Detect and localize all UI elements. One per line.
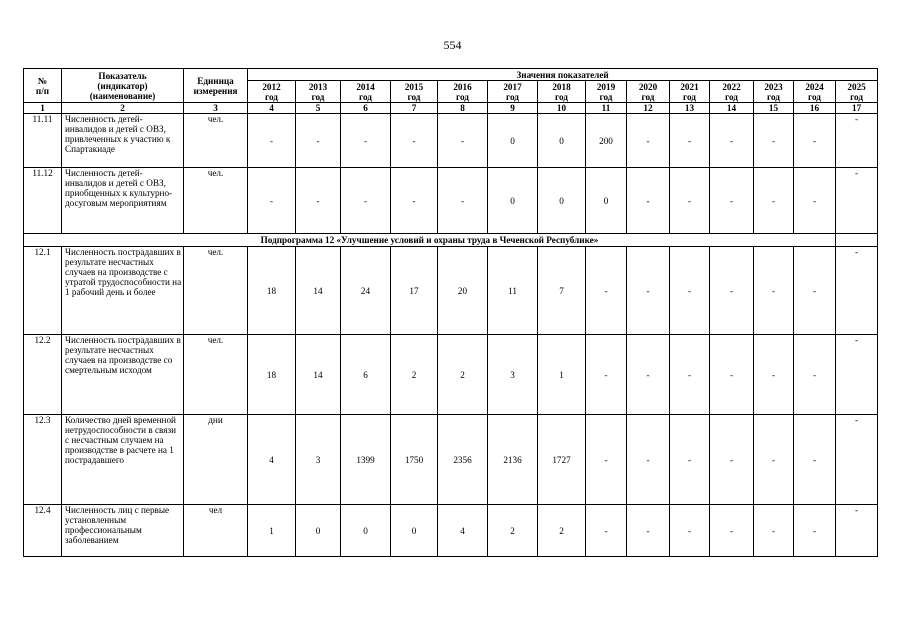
row-value: 0 bbox=[341, 505, 391, 557]
row-value: 0 bbox=[488, 168, 538, 234]
row-indicator-name: Численность детей-инвалидов и детей с ОВЗ, привлеченных к участию к Спартакиаде bbox=[62, 114, 184, 168]
column-number: 5 bbox=[296, 103, 341, 114]
row-value-2025: - bbox=[836, 505, 878, 557]
row-value-2025: - bbox=[836, 168, 878, 234]
row-number: 12.2 bbox=[24, 335, 62, 415]
column-number: 8 bbox=[438, 103, 488, 114]
row-unit: чел. bbox=[184, 335, 248, 415]
table-row bbox=[24, 114, 878, 168]
page-number: 554 bbox=[443, 38, 462, 52]
row-value: 0 bbox=[538, 114, 586, 168]
row-value: - bbox=[296, 114, 341, 168]
row-value: - bbox=[627, 114, 670, 168]
row-value: - bbox=[248, 114, 296, 168]
row-value: 0 bbox=[296, 505, 341, 557]
row-value: - bbox=[754, 247, 794, 335]
row-indicator-name: Численность лиц с первые установленным профессиональным заболеванием bbox=[62, 505, 184, 557]
subprogram-title: Подпрограмма 12 «Улучшение условий и охраны труда в Чеченской Республике» bbox=[24, 234, 836, 247]
column-number: 9 bbox=[488, 103, 538, 114]
column-number: 10 bbox=[538, 103, 586, 114]
row-value: 6 bbox=[341, 335, 391, 415]
row-value: 14 bbox=[296, 335, 341, 415]
header-year: 2023 год bbox=[754, 81, 794, 103]
row-value: - bbox=[710, 505, 754, 557]
row-value: - bbox=[586, 505, 627, 557]
column-number: 16 bbox=[794, 103, 836, 114]
row-value: - bbox=[794, 114, 836, 168]
row-value: 4 bbox=[438, 505, 488, 557]
row-value: - bbox=[794, 168, 836, 234]
table-row bbox=[24, 247, 878, 335]
header-year: 2020 год bbox=[627, 81, 670, 103]
column-number: 14 bbox=[710, 103, 754, 114]
row-value: 3 bbox=[488, 335, 538, 415]
row-value-2025: - bbox=[836, 335, 878, 415]
row-value: 1 bbox=[248, 505, 296, 557]
header-year: 2022 год bbox=[710, 81, 754, 103]
row-value: 18 bbox=[248, 247, 296, 335]
row-value: - bbox=[248, 168, 296, 234]
column-number: 15 bbox=[754, 103, 794, 114]
header-year: 2017 год bbox=[488, 81, 538, 103]
row-value: - bbox=[438, 168, 488, 234]
row-value: - bbox=[586, 335, 627, 415]
row-value: - bbox=[296, 168, 341, 234]
row-value: 1727 bbox=[538, 415, 586, 505]
row-value: - bbox=[670, 415, 710, 505]
header-year: 2021 год bbox=[670, 81, 710, 103]
row-value: - bbox=[710, 415, 754, 505]
row-unit: чел. bbox=[184, 168, 248, 234]
row-value: 0 bbox=[586, 168, 627, 234]
column-number: 17 bbox=[836, 103, 878, 114]
column-number: 12 bbox=[627, 103, 670, 114]
row-value: 2356 bbox=[438, 415, 488, 505]
row-value: - bbox=[627, 168, 670, 234]
header-num: № п/п bbox=[24, 69, 62, 103]
column-number: 4 bbox=[248, 103, 296, 114]
column-number: 3 bbox=[184, 103, 248, 114]
row-value: 2136 bbox=[488, 415, 538, 505]
row-value: - bbox=[586, 415, 627, 505]
row-value: - bbox=[391, 168, 438, 234]
row-value: - bbox=[794, 505, 836, 557]
row-value: 2 bbox=[438, 335, 488, 415]
header-year: 2014 год bbox=[341, 81, 391, 103]
row-value: - bbox=[710, 335, 754, 415]
row-value: - bbox=[754, 114, 794, 168]
row-value: - bbox=[670, 114, 710, 168]
row-value: 0 bbox=[538, 168, 586, 234]
row-value: 14 bbox=[296, 247, 341, 335]
row-indicator-name: Количество дней временной нетрудоспособности в связи с несчастным случаем на производстве в расчете на 1 пострадавшего bbox=[62, 415, 184, 505]
row-value: - bbox=[710, 114, 754, 168]
row-number: 12.1 bbox=[24, 247, 62, 335]
row-value: - bbox=[627, 247, 670, 335]
column-number: 6 bbox=[341, 103, 391, 114]
row-value: - bbox=[627, 505, 670, 557]
row-value: 1750 bbox=[391, 415, 438, 505]
row-value: 200 bbox=[586, 114, 627, 168]
header-year: 2025 год bbox=[836, 81, 878, 103]
row-value-2025: - bbox=[836, 114, 878, 168]
subprogram-empty-cell bbox=[836, 234, 878, 247]
row-value: - bbox=[754, 168, 794, 234]
header-indicator: Показатель (индикатор) (наименование) bbox=[62, 69, 184, 103]
row-value: - bbox=[794, 247, 836, 335]
row-value: - bbox=[754, 505, 794, 557]
header-year: 2012 год bbox=[248, 81, 296, 103]
row-value-2025: - bbox=[836, 247, 878, 335]
header-year: 2013 год bbox=[296, 81, 341, 103]
row-number: 12.4 bbox=[24, 505, 62, 557]
row-value: - bbox=[710, 168, 754, 234]
row-value: - bbox=[754, 415, 794, 505]
header-year: 2019 год bbox=[586, 81, 627, 103]
table-row bbox=[24, 335, 878, 415]
column-number: 1 bbox=[24, 103, 62, 114]
row-indicator-name: Численность пострадавших в результате несчастных случаев на производстве со смертельным исходом bbox=[62, 335, 184, 415]
row-indicator-name: Численность пострадавших в результате несчастных случаев на производстве с утратой трудоспособности на 1 рабочий день и более bbox=[62, 247, 184, 335]
row-value: 3 bbox=[296, 415, 341, 505]
header-year: 2018 год bbox=[538, 81, 586, 103]
row-value: 17 bbox=[391, 247, 438, 335]
row-unit: чел bbox=[184, 505, 248, 557]
row-value: - bbox=[670, 168, 710, 234]
header-values-group: Значения показателей bbox=[248, 69, 878, 81]
row-number: 11.12 bbox=[24, 168, 62, 234]
row-value: 0 bbox=[391, 505, 438, 557]
row-value: - bbox=[438, 114, 488, 168]
row-value: 2 bbox=[391, 335, 438, 415]
row-value: - bbox=[341, 168, 391, 234]
table-row bbox=[24, 505, 878, 557]
row-value: - bbox=[627, 415, 670, 505]
row-number: 12.3 bbox=[24, 415, 62, 505]
row-value: 20 bbox=[438, 247, 488, 335]
table-row bbox=[24, 415, 878, 505]
row-value: - bbox=[391, 114, 438, 168]
row-value: 0 bbox=[488, 114, 538, 168]
row-value: - bbox=[670, 505, 710, 557]
header-year: 2015 год bbox=[391, 81, 438, 103]
column-number: 13 bbox=[670, 103, 710, 114]
row-value: - bbox=[670, 335, 710, 415]
row-value: - bbox=[627, 335, 670, 415]
table-row bbox=[24, 168, 878, 234]
column-number: 2 bbox=[62, 103, 184, 114]
row-value-2025: - bbox=[836, 415, 878, 505]
row-number: 11.11 bbox=[24, 114, 62, 168]
row-value: - bbox=[586, 247, 627, 335]
row-value: 4 bbox=[248, 415, 296, 505]
row-indicator-name: Численность детей-инвалидов и детей с ОВЗ, приобщенных к культурно-досуговым мероприятиям bbox=[62, 168, 184, 234]
row-value: - bbox=[794, 335, 836, 415]
row-unit: чел. bbox=[184, 114, 248, 168]
row-unit: дни bbox=[184, 415, 248, 505]
header-unit: Единица измерения bbox=[184, 69, 248, 103]
row-value: 2 bbox=[538, 505, 586, 557]
row-value: 7 bbox=[538, 247, 586, 335]
row-value: - bbox=[754, 335, 794, 415]
row-value: 1 bbox=[538, 335, 586, 415]
header-year: 2024 год bbox=[794, 81, 836, 103]
row-value: 24 bbox=[341, 247, 391, 335]
column-number: 11 bbox=[586, 103, 627, 114]
row-value: 2 bbox=[488, 505, 538, 557]
row-value: - bbox=[670, 247, 710, 335]
row-value: 11 bbox=[488, 247, 538, 335]
header-year: 2016 год bbox=[438, 81, 488, 103]
row-value: 1399 bbox=[341, 415, 391, 505]
column-number: 7 bbox=[391, 103, 438, 114]
row-value: 18 bbox=[248, 335, 296, 415]
row-value: - bbox=[794, 415, 836, 505]
row-unit: чел. bbox=[184, 247, 248, 335]
indicators-table bbox=[23, 68, 878, 557]
row-value: - bbox=[710, 247, 754, 335]
row-value: - bbox=[341, 114, 391, 168]
